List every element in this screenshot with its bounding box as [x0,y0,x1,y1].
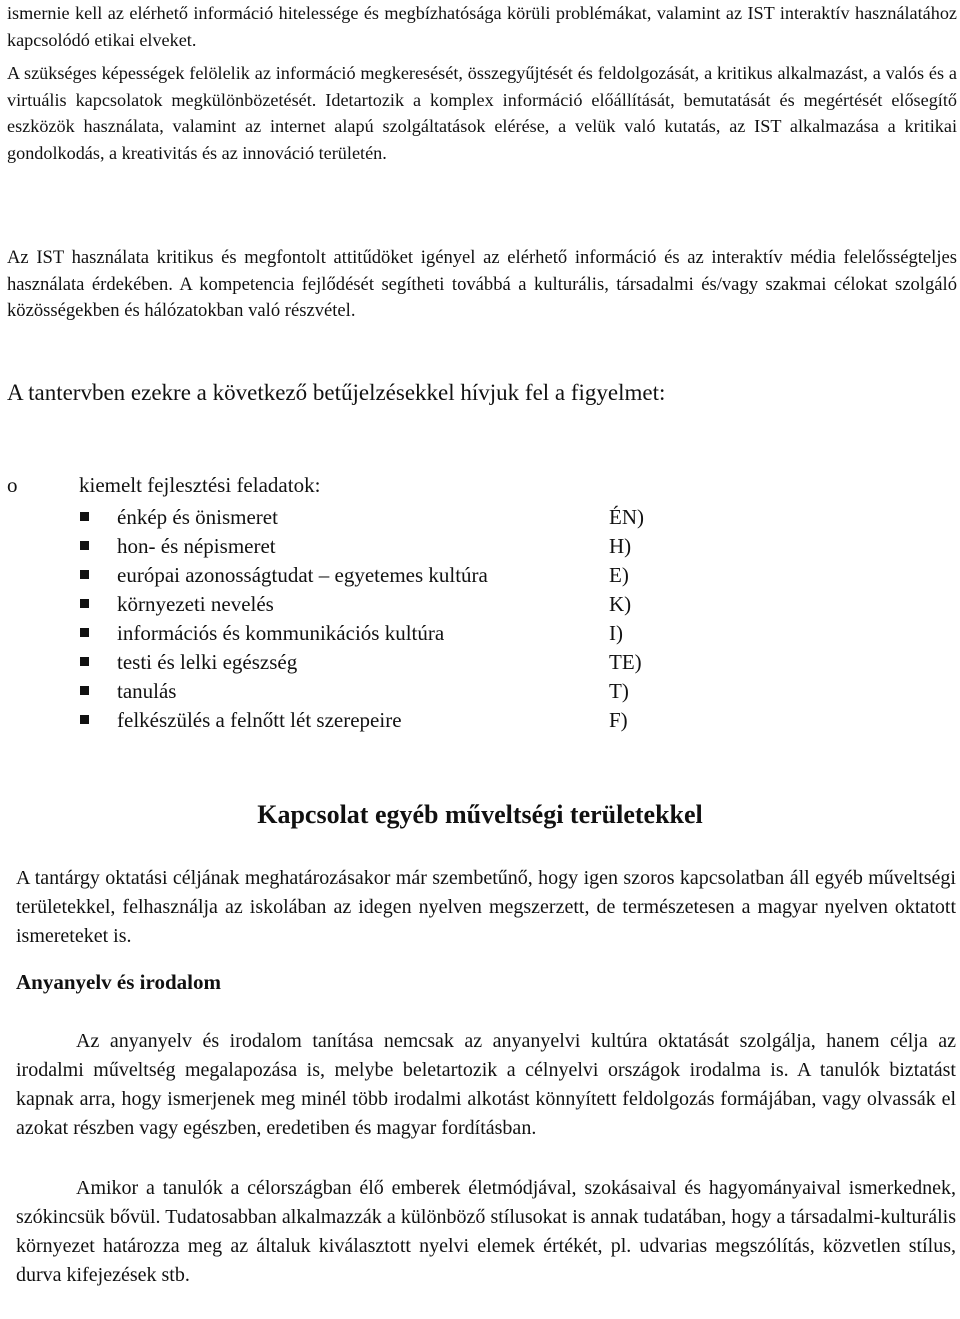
item-code: F) [609,708,628,732]
item-code: E) [609,563,629,587]
square-bullet-icon [80,628,89,637]
list-item [80,590,680,619]
development-tasks-list [80,503,680,735]
item-label: európai azonosságtudat – egyetemes kultúra [117,563,488,587]
list-heading [7,473,320,498]
square-bullet-icon [80,686,89,695]
item-label: felkészülés a felnőtt lét szerepeire [117,708,402,732]
square-bullet-icon [80,541,89,550]
square-bullet-icon [80,599,89,608]
square-bullet-icon [80,570,89,579]
paragraph-attitudes: Az IST használata kritikus és megfontolt attitűdöket igényel az elérhető információ és az interaktív média felelősségteljes használata érdekében. A kompetencia fejlődését segítheti továbbá a kulturális, társadalmi és/vagy szakmai célokat szolgáló közösségekben és hálózatokban való részvétel. [7,247,957,321]
list-item [80,677,680,706]
list-item [80,561,680,590]
item-code: H) [609,534,632,558]
subsection-paragraph-2: Amikor a tanulók a célországban élő emberek életmódjával, szokásaival és hagyományaival ismerkednek, szókincsük bővül. Tudatosabban alkalmazzák a különböző stílusokat is annak tudatában, hogy a társadalmi-kulturális környezet határozza meg az általuk kiválasztott nyelvi elemek értékét, pl. udvarias megszólítás, közvetlen stílus, durva kifejezések stb. [16,1177,956,1286]
item-label: hon- és népismeret [117,534,276,558]
square-bullet-icon [80,657,89,666]
list-item [80,619,680,648]
item-label: tanulás [117,679,177,703]
item-code: TE) [609,650,642,674]
section-paragraph: A tantárgy oktatási céljának meghatározásakor már szembetűnő, hogy igen szoros kapcsolatban áll egyéb műveltségi területekkel, felhasználja az iskolában az idegen nyelven megszerzett, de természetesen a magyar nyelven oktatott ismereteket is. [16,867,956,947]
subsection-paragraph-1: Az anyanyelv és irodalom tanítása nemcsak az anyanyelvi kultúra oktatását szolgálja, hanem célja az irodalmi műveltség megalapozása is, melybe beletartozik a célnyelvi országok irodalma is. A tanulók biztatást kapnak arra, hogy ismerjenek meg minél több irodalmi alkotást könnyített feldolgozás formájában, vagy olvassák el azokat részben vagy egészben, eredetiben és magyar fordításban. [16,1030,956,1139]
item-label: információs és kommunikációs kultúra [117,621,445,645]
list-item [80,503,680,532]
list-item [80,648,680,677]
list-item [80,532,680,561]
subsection-title: Anyanyelv és irodalom [16,970,221,994]
item-label: testi és lelki egészség [117,650,298,674]
item-code: ÉN) [609,505,644,529]
square-bullet-icon [80,512,89,521]
paragraph-ist-ethics: ismernie kell az elérhető információ hitelessége és megbízhatósága körüli problémákat, valamint az IST interaktív használatához kapcsolódó etikai elveket. [7,3,957,50]
item-label: környezeti nevelés [117,592,274,616]
intro-line: A tantervben ezekre a következő betűjelzésekkel hívjuk fel a figyelmet: [7,380,666,405]
section-title: Kapcsolat egyéb műveltségi területekkel [257,800,703,829]
item-code: K) [609,592,632,616]
paragraph-skills: A szükséges képességek felölelik az információ megkeresését, összegyűjtését és feldolgozását, a kritikus alkalmazást, a valós és a virtuális kapcsolatok megkülönbözetését. Idetartozik a komplex információ előállítását, bemutatását és megértését elősegítő eszközök használata, valamint az internet alapú szolgáltatások elérése, a velük való kutatás, az IST alkalmazása a kritikai gondolkodás, a kreativitás és az innováció területén. [7,63,957,163]
list-item [80,706,680,735]
square-bullet-icon [80,715,89,724]
item-code: I) [609,621,623,645]
list-heading-text: kiemelt fejlesztési feladatok: [79,473,321,497]
item-code: T) [609,679,629,703]
circle-bullet: o [7,473,18,497]
item-label: énkép és önismeret [117,505,278,529]
